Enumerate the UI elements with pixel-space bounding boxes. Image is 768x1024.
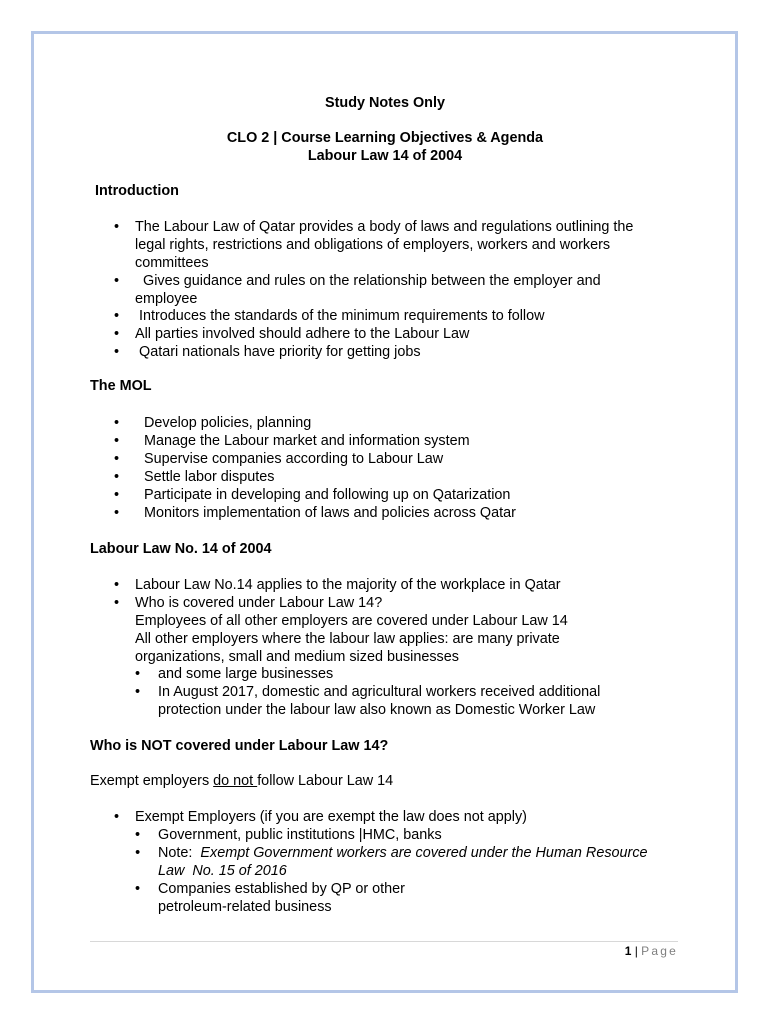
law-title: Labour Law 14 of 2004 xyxy=(307,148,463,164)
study-notes-title: Study Notes Only xyxy=(325,95,445,111)
bullet-icon: • xyxy=(114,487,120,503)
page-number: 1 xyxy=(624,944,632,958)
bullet-icon: • xyxy=(114,308,120,324)
bullet-icon: • xyxy=(135,666,141,682)
bullet-icon: • xyxy=(135,827,141,843)
page-footer xyxy=(625,943,678,959)
page-label: Page xyxy=(641,944,678,958)
bullet-icon: • xyxy=(114,469,120,485)
clo-title: CLO 2 | Course Learning Objectives & Agenda xyxy=(226,130,544,146)
footer-divider xyxy=(90,941,678,942)
underlined-do-not: do not xyxy=(213,773,258,789)
bullet-icon: • xyxy=(114,505,120,521)
introduction-heading: Introduction xyxy=(95,183,179,199)
footer-separator: | xyxy=(631,944,642,958)
bullet-icon: • xyxy=(135,881,141,897)
bullet-icon: • xyxy=(114,273,120,289)
bullet-icon: • xyxy=(135,684,141,700)
not-covered-heading: Who is NOT covered under Labour Law 14? xyxy=(90,738,389,754)
bullet-icon: • xyxy=(114,415,120,431)
exempt-employers-sentence: Exempt employers do not follow Labour Law 14 xyxy=(90,773,394,789)
bullet-icon: • xyxy=(114,326,120,342)
labour-law-heading: Labour Law No. 14 of 2004 xyxy=(90,541,272,557)
bullet-icon: • xyxy=(114,433,120,449)
bullet-icon: • xyxy=(114,595,120,611)
bullet-icon: • xyxy=(114,577,120,593)
bullet-icon: • xyxy=(114,344,120,360)
bullet-icon: • xyxy=(135,845,141,861)
bullet-icon: • xyxy=(114,451,120,467)
mol-heading: The MOL xyxy=(90,378,152,394)
bullet-icon: • xyxy=(114,809,120,825)
bullet-icon: • xyxy=(114,219,120,235)
